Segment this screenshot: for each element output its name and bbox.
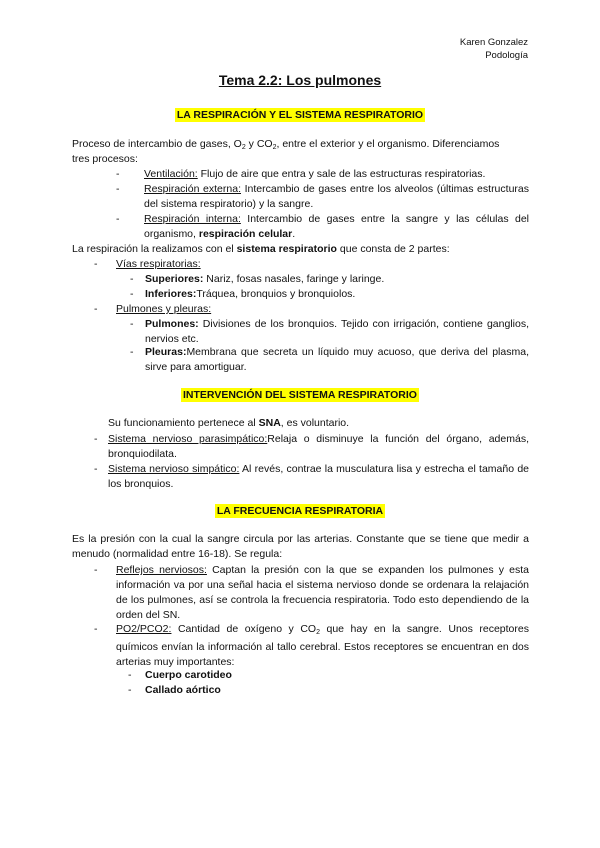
list-item-ventilacion: Ventilación: Flujo de aire que entra y sale de las estructuras respiratorias.	[144, 168, 486, 180]
section1-intro: Proceso de intercambio de gases, $O_2$ y $CO_2$, entre el exterior y el organismo. Diferenciamos	[72, 138, 500, 151]
list-item-simpatico: Sistema nervioso simpático: Al revés, contrae la musculatura lisa y estrecha el tamaño de los bronquios.	[108, 463, 530, 490]
list-item-respiracion-interna: Respiración interna: Intercambio de gases entre la sangre y las células del organismo, respiración celular.	[144, 213, 529, 240]
section-heading-respiracion: LA RESPIRACIÓN Y EL SISTEMA RESPIRATORIO	[176, 109, 424, 121]
section-heading-frecuencia: LA FRECUENCIA RESPIRATORIA	[216, 505, 384, 517]
list-item-vias-respiratorias: Vías respiratorias:	[116, 258, 201, 270]
page-title: Tema 2.2: Los pulmones	[218, 72, 382, 88]
list-item-pleuras: Pleuras:Membrana que secreta un líquido muy acuoso, que deriva del plasma, sirve para amortiguar.	[145, 346, 529, 373]
list-bullet: -	[130, 288, 134, 300]
list-bullet: -	[94, 303, 98, 315]
list-bullet: -	[130, 346, 134, 358]
list-item-respiracion-externa: Respiración externa: Intercambio de gases entre los alveolos (últimas estructuras del sistema respiratorio) y la sangre.	[144, 183, 529, 210]
list-bullet: -	[94, 623, 98, 635]
list-item-pulmones-pleuras: Pulmones y pleuras:	[116, 303, 212, 315]
author-name: Karen Gonzalez	[459, 37, 528, 48]
list-bullet: -	[128, 669, 132, 681]
author-block	[460, 36, 528, 62]
list-bullet: -	[94, 433, 98, 445]
list-bullet: -	[94, 258, 98, 270]
list-item-cuerpo-carotideo: Cuerpo carotideo	[145, 669, 232, 681]
list-bullet: -	[128, 684, 132, 696]
list-item-po2: PO2/PCO2: Cantidad de oxígeno y $CO_2$ que hay en la sangre. Unos receptores químicos envían la información al tallo cerebral. Estos receptores se encuentran en dos arterias muy importantes:	[116, 623, 529, 668]
list-bullet: -	[116, 183, 120, 195]
list-item-reflejos: Reflejos nerviosos: Captan la presión con la que se expanden los pulmones y esta información va por una señal hacia el sistema nervioso donde se ordenara la relajación de los pulmones, así se controla la frecuencia respiratoria. Todo esto dependiendo de la orden del SN.	[116, 564, 529, 621]
section2-intro: Su funcionamiento pertenece al SNA, es voluntario.	[108, 417, 350, 429]
list-bullet: -	[116, 168, 120, 180]
subject-name: Podología	[485, 50, 528, 61]
list-item-callado-aortico: Callado aórtico	[145, 684, 221, 696]
list-bullet: -	[94, 564, 98, 576]
list-bullet: -	[116, 213, 120, 225]
section3-intro: Es la presión con la cual la sangre circula por las arterias. Constante que se tiene que medir a menudo (normalidad entre 16-18). Se regula:	[72, 533, 529, 560]
list-bullet: -	[94, 463, 98, 475]
list-item-pulmones: Pulmones: Divisiones de los bronquios. Tejido con irrigación, contiene ganglios, nervios etc.	[145, 318, 529, 345]
list-item-superiores: Superiores: Nariz, fosas nasales, faringe y laringe.	[145, 273, 385, 285]
list-item-inferiores: Inferiores:Tráquea, bronquios y bronquiolos.	[145, 288, 356, 300]
list-bullet: -	[130, 318, 134, 330]
section1-intro-line2: tres procesos:	[72, 153, 138, 165]
section1-system-line: La respiración la realizamos con el sistema respiratorio que consta de 2 partes:	[72, 243, 450, 255]
list-item-parasimpatico: Sistema nervioso parasimpático:Relaja o disminuye la función del órgano, además, bronquiodilata.	[108, 433, 529, 460]
list-bullet: -	[130, 273, 134, 285]
section-heading-intervencion: INTERVENCIÓN DEL SISTEMA RESPIRATORIO	[183, 389, 417, 401]
